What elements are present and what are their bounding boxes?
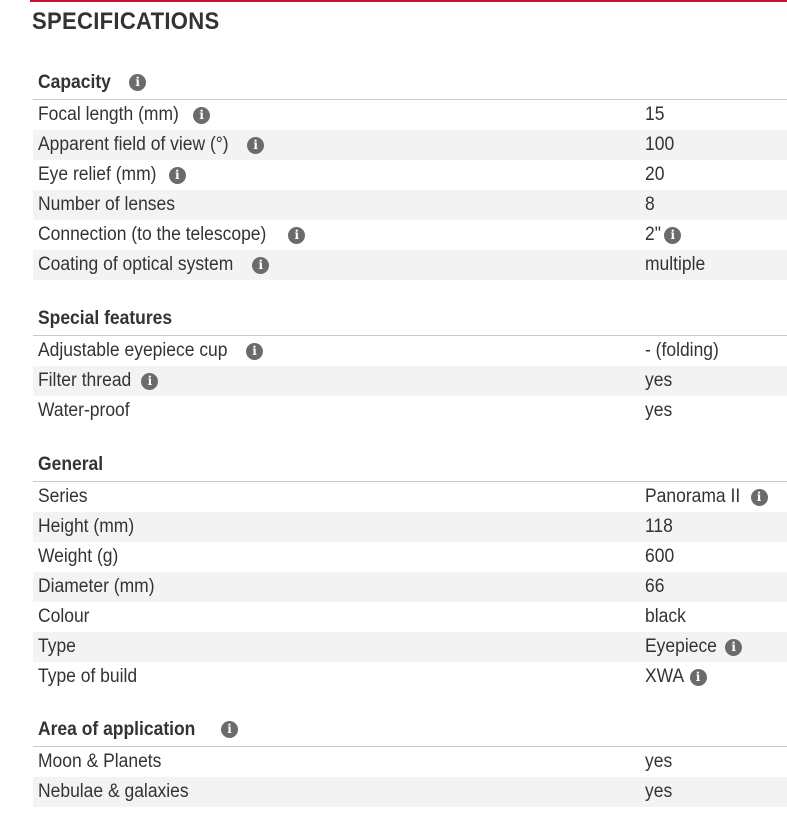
spec-label: Weight (g) bbox=[38, 546, 119, 567]
spec-row-height bbox=[33, 512, 787, 542]
info-icon[interactable]: i bbox=[725, 639, 742, 656]
spec-row-eyepiece-cup bbox=[33, 336, 787, 366]
spec-value: 600 bbox=[645, 546, 675, 567]
spec-value: - (folding) bbox=[645, 340, 719, 361]
spec-value: 20 bbox=[645, 164, 665, 185]
spec-row-connection bbox=[33, 220, 787, 250]
spec-value: yes bbox=[645, 751, 673, 772]
spec-row-weight bbox=[33, 542, 787, 572]
spec-row-number-of-lenses bbox=[33, 190, 787, 220]
section-area-of-application bbox=[33, 713, 787, 807]
spec-value: 118 bbox=[645, 516, 673, 537]
section-capacity bbox=[33, 66, 787, 280]
section-special-features bbox=[33, 302, 787, 426]
spec-row-nebulae-galaxies bbox=[33, 777, 787, 807]
spec-row-type bbox=[33, 632, 787, 662]
spec-row-coating bbox=[33, 250, 787, 280]
spec-label: Type bbox=[38, 636, 76, 657]
spec-label: Apparent field of view (°) bbox=[38, 134, 229, 155]
spec-row-colour bbox=[33, 602, 787, 632]
spec-label: Focal length (mm) bbox=[38, 104, 179, 125]
info-icon[interactable]: i bbox=[169, 167, 186, 184]
spec-label: Height (mm) bbox=[38, 516, 135, 537]
spec-value: 2" bbox=[645, 224, 661, 245]
info-icon[interactable]: i bbox=[247, 137, 264, 154]
spec-row-filter-thread bbox=[33, 366, 787, 396]
spec-value: yes bbox=[645, 370, 673, 391]
section-heading bbox=[33, 448, 787, 482]
accent-top-line bbox=[30, 0, 787, 2]
spec-value: yes bbox=[645, 781, 673, 802]
spec-label: Moon & Planets bbox=[38, 751, 162, 772]
section-title: General bbox=[38, 453, 104, 475]
spec-value: 100 bbox=[645, 134, 675, 155]
spec-value: black bbox=[645, 606, 686, 627]
info-icon[interactable]: i bbox=[193, 107, 210, 124]
spec-label: Diameter (mm) bbox=[38, 576, 155, 597]
section-title: Area of application bbox=[38, 718, 196, 740]
spec-label: Connection (to the telescope) bbox=[38, 224, 267, 245]
spec-label: Filter thread bbox=[38, 370, 132, 391]
spec-row-eye-relief bbox=[33, 160, 787, 190]
spec-value: multiple bbox=[645, 254, 706, 275]
section-heading bbox=[33, 713, 787, 747]
spec-row-series bbox=[33, 482, 787, 512]
info-icon[interactable]: i bbox=[129, 74, 146, 91]
spec-row-moon-planets bbox=[33, 747, 787, 777]
spec-value: 8 bbox=[645, 194, 655, 215]
page-title: SPECIFICATIONS bbox=[32, 8, 220, 35]
spec-value: Eyepiece bbox=[645, 636, 717, 657]
info-icon[interactable]: i bbox=[288, 227, 305, 244]
info-icon[interactable]: i bbox=[221, 721, 238, 738]
section-general bbox=[33, 448, 787, 692]
spec-label: Series bbox=[38, 486, 88, 507]
spec-value: XWA bbox=[645, 666, 685, 687]
section-heading bbox=[33, 302, 787, 336]
spec-label: Type of build bbox=[38, 666, 138, 687]
info-icon[interactable]: i bbox=[664, 227, 681, 244]
section-title: Special features bbox=[38, 307, 173, 329]
spec-value: yes bbox=[645, 400, 673, 421]
info-icon[interactable]: i bbox=[246, 343, 263, 360]
section-heading bbox=[33, 66, 787, 100]
spec-value: 66 bbox=[645, 576, 665, 597]
spec-value: Panorama II bbox=[645, 486, 741, 507]
spec-row-field-of-view bbox=[33, 130, 787, 160]
info-icon[interactable]: i bbox=[690, 669, 707, 686]
section-title: Capacity bbox=[38, 71, 111, 93]
info-icon[interactable]: i bbox=[252, 257, 269, 274]
spec-value: 15 bbox=[645, 104, 665, 125]
spec-row-water-proof bbox=[33, 396, 787, 426]
info-icon[interactable]: i bbox=[141, 373, 158, 390]
spec-label: Coating of optical system bbox=[38, 254, 234, 275]
spec-row-type-of-build bbox=[33, 662, 787, 692]
spec-label: Water-proof bbox=[38, 400, 130, 421]
spec-label: Nebulae & galaxies bbox=[38, 781, 189, 802]
spec-label: Eye relief (mm) bbox=[38, 164, 157, 185]
spec-label: Adjustable eyepiece cup bbox=[38, 340, 228, 361]
spec-label: Number of lenses bbox=[38, 194, 175, 215]
info-icon[interactable]: i bbox=[751, 489, 768, 506]
spec-row-focal-length bbox=[33, 100, 787, 130]
spec-row-diameter bbox=[33, 572, 787, 602]
spec-label: Colour bbox=[38, 606, 90, 627]
